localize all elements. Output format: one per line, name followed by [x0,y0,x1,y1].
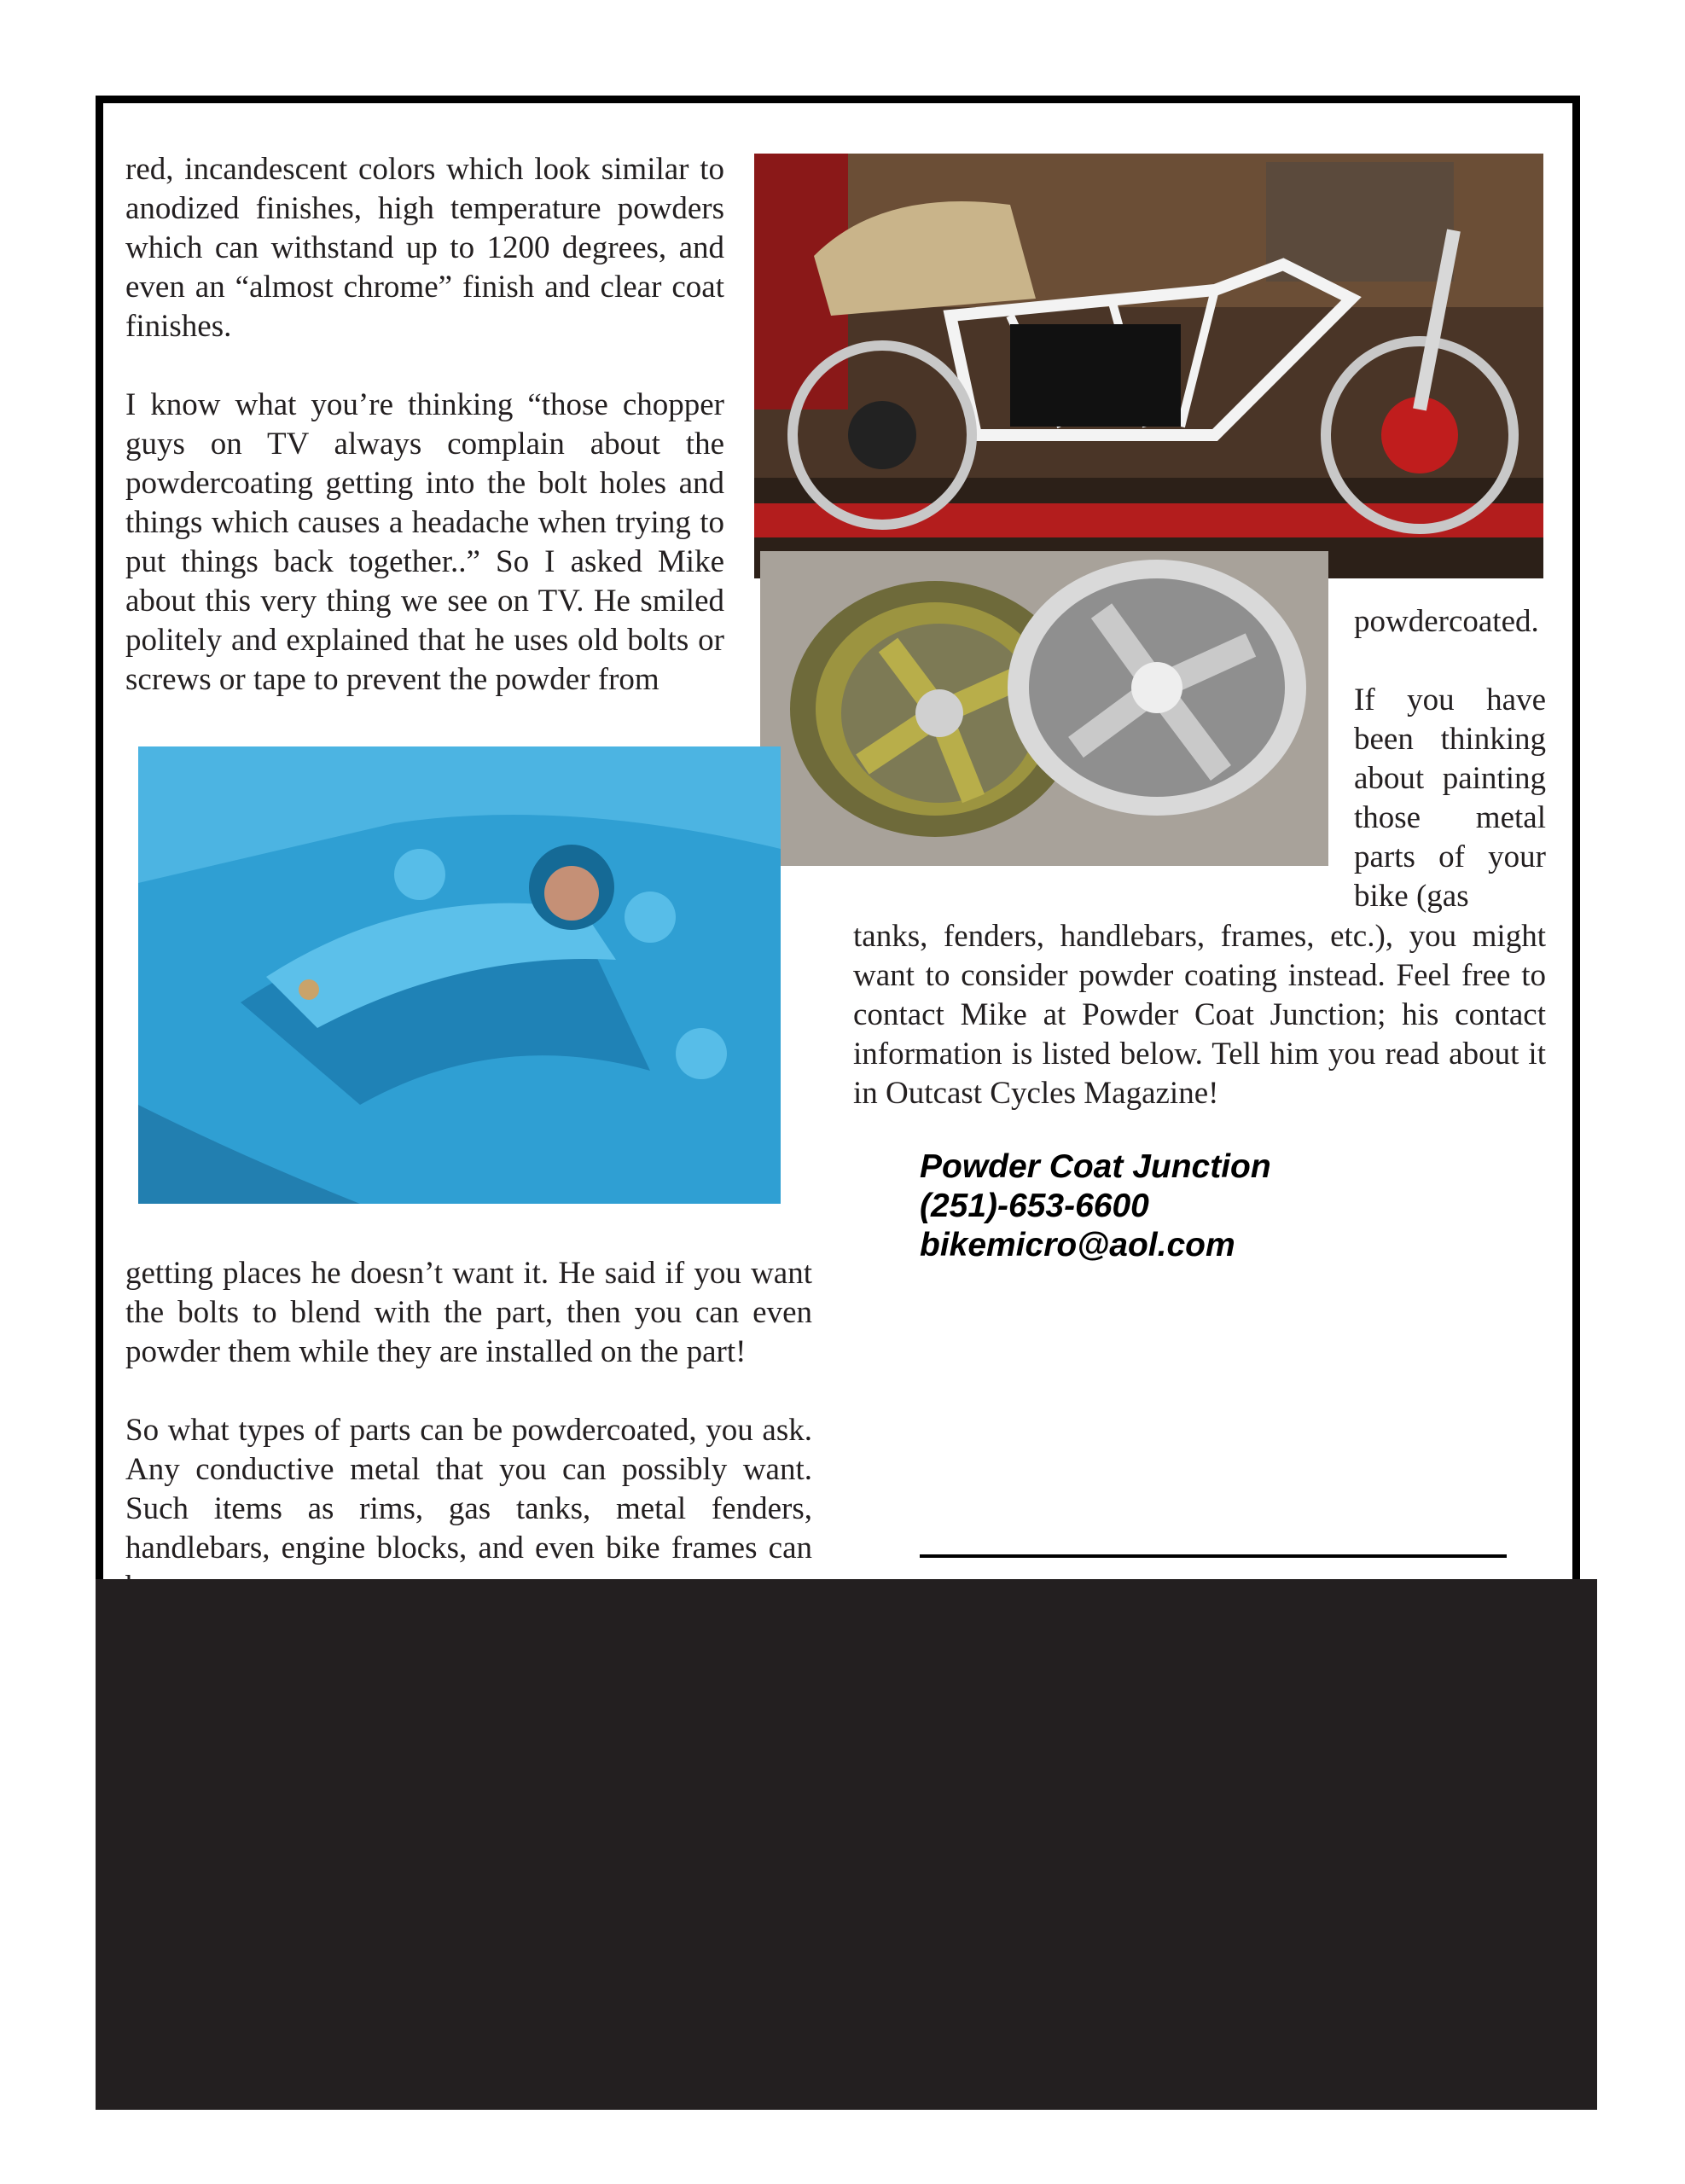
phone-number[interactable]: (251)-653-6600 [920,1188,1149,1224]
article-column-left-top [125,150,724,700]
article-column-right-narrow [1354,602,1546,916]
paragraph: So what types of parts can be powdercoated, you ask. Any conductive metal that you can possibly want. Such items as rims, gas tanks, metal fenders, handlebars, engine blocks, and even bike frames can [125,1413,812,1565]
email-address[interactable]: bikemicro@aol.com [920,1227,1235,1263]
bottom-black-panel [96,1579,1597,2110]
paragraph: I know what you’re thinking “those chopper guys on TV always complain about the powdercoating getting into the bolt holes and things which causes a headache when trying to put things back together..” So I asked Mike about this very thing we see on TV. He smiled politely and explained that he uses old bolts or screws or tape to prevent the powder from [125,387,724,697]
article-column-right-wide [853,917,1546,1113]
wheels-photo [760,551,1328,866]
paragraph: If you have been thinking about painting those metal parts of your bike (gas [1354,682,1546,914]
business-name: Powder Coat Junction [920,1148,1271,1185]
paragraph: tanks, fenders, handlebars, frames, etc.), you might want to consider powder coating instead. Feel free to contact Mike at Powder Coat Junction; his contact information is listed below. Tell him you read about it in Outcast Cycles Magazine! [853,919,1546,1111]
paragraph: getting places he doesn’t want it. He said if you want the bolts to blend with the part, then you can even powder them while they are installed on the part! [125,1256,812,1369]
motorcycle-frame-photo [754,154,1543,578]
blue-part-photo [138,746,781,1204]
contact-info [920,1147,1271,1265]
article-column-left-bottom [125,1254,812,1607]
divider-line [920,1554,1507,1558]
paragraph: powdercoated. [1354,604,1539,639]
paragraph: red, incandescent colors which look similar to anodized finishes, high temperature powders which can withstand up to 1200 degrees, and even an “almost chrome” finish and clear coat finishes. [125,152,724,344]
